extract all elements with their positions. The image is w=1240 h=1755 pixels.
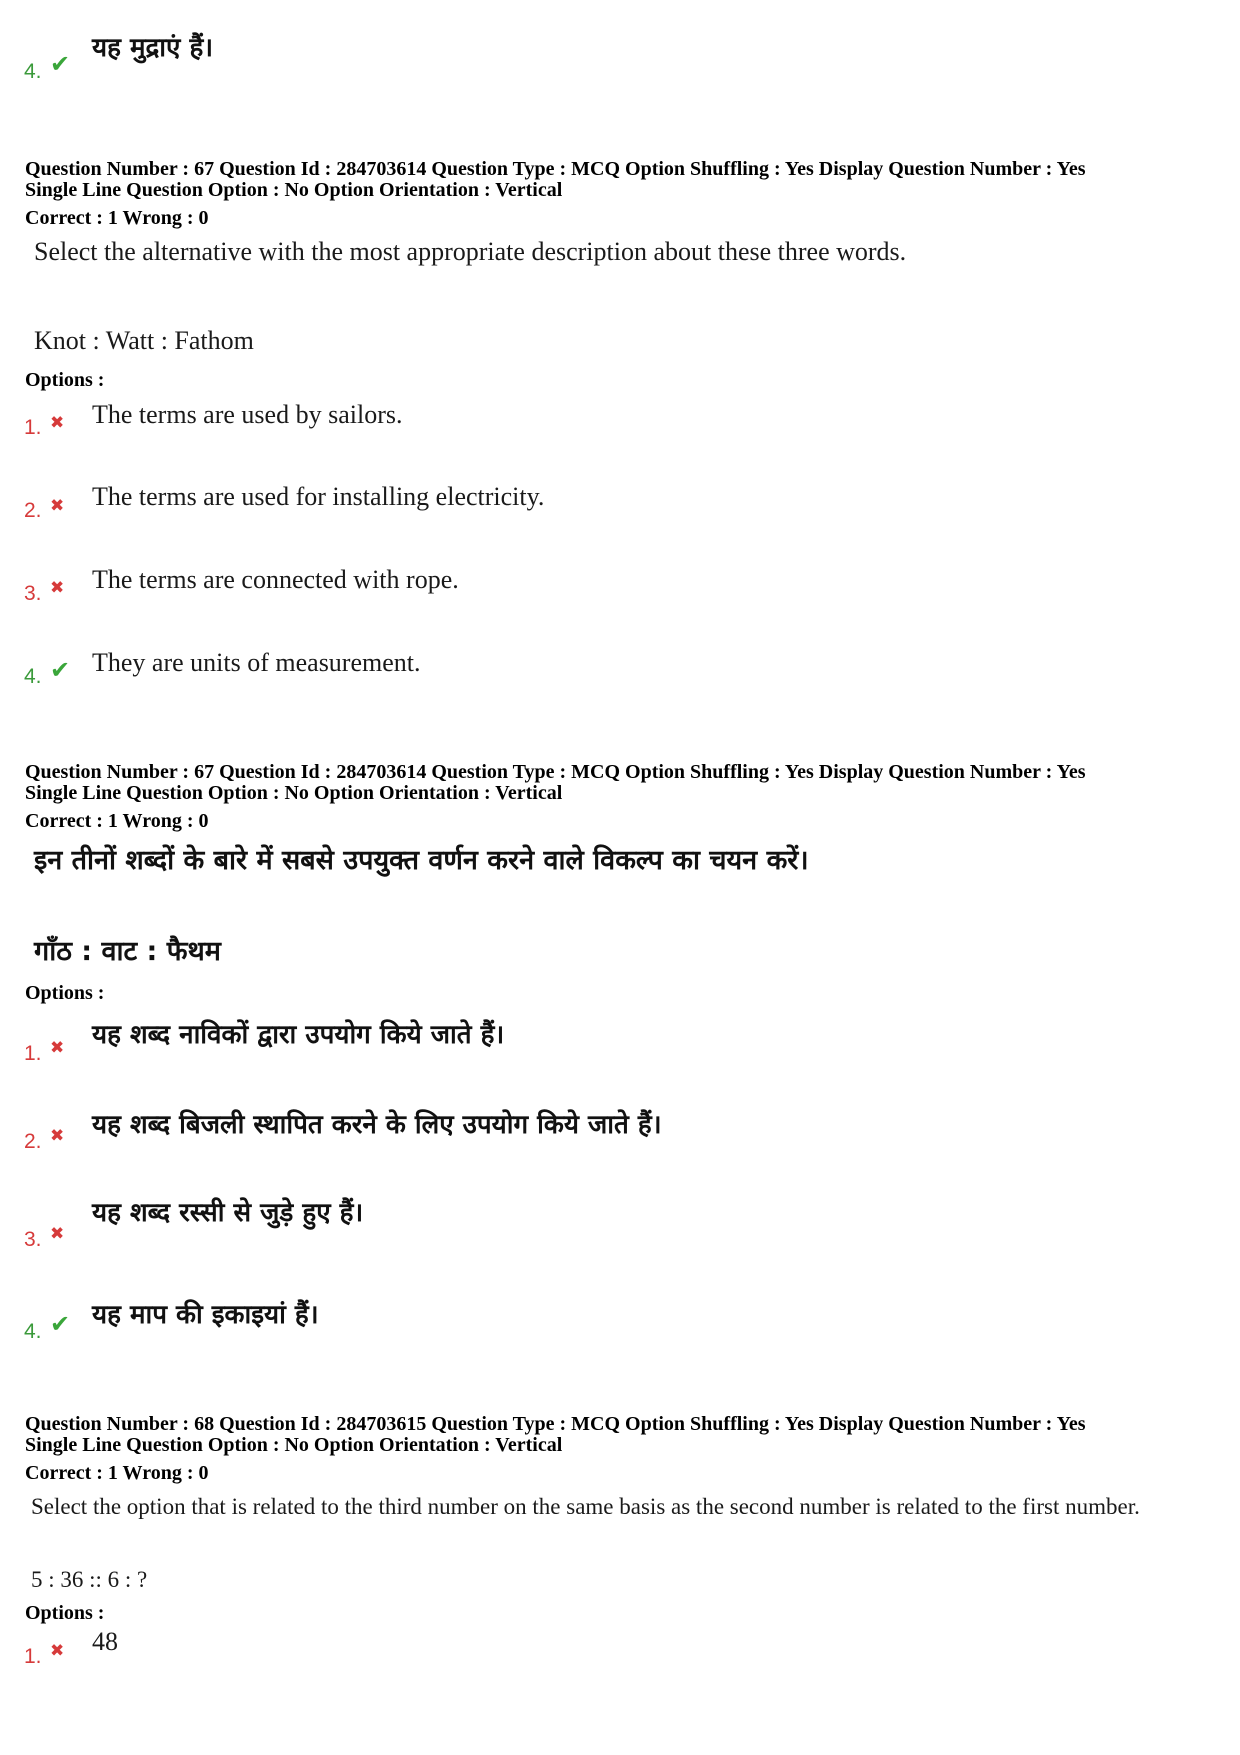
question-prompt: इन तीनों शब्दों के बारे में सबसे उपयुक्त वर्णन करने वाले विकल्प का चयन करें। <box>34 845 809 876</box>
question-score: Correct : 1 Wrong : 0 <box>25 207 209 229</box>
wrong-cross-icon: ✖ <box>50 1126 65 1146</box>
question-meta-line2: Single Line Question Option : No Option Orientation : Vertical <box>25 1434 563 1456</box>
correct-check-icon: ✔ <box>50 1310 71 1338</box>
question-score: Correct : 1 Wrong : 0 <box>25 810 209 832</box>
question-meta-line1: Question Number : 67 Question Id : 284703614 Question Type : MCQ Option Shuffling : Yes Display Question Number : Yes <box>25 761 1086 783</box>
option-number: 3. <box>24 582 42 605</box>
option-text: यह शब्द रस्सी से जुड़े हुए हैं। <box>92 1198 364 1228</box>
question-prompt: Select the alternative with the most appropriate description about these three words. <box>34 237 907 266</box>
question-subtext: Knot : Watt : Fathom <box>34 326 254 355</box>
options-label: Options : <box>25 982 105 1004</box>
option-text: The terms are used by sailors. <box>92 400 403 429</box>
option-number: 4. <box>24 1320 42 1343</box>
option-number: 1. <box>24 1645 42 1668</box>
option-text: 48 <box>92 1627 118 1656</box>
question-meta-line1: Question Number : 67 Question Id : 284703614 Question Type : MCQ Option Shuffling : Yes Display Question Number : Yes <box>25 158 1086 180</box>
options-label: Options : <box>25 1602 105 1624</box>
option-text: The terms are connected with rope. <box>92 565 459 594</box>
option-text: They are units of measurement. <box>92 648 421 677</box>
option-number: 1. <box>24 1042 42 1065</box>
option-number: 1. <box>24 416 42 439</box>
correct-check-icon: ✔ <box>50 50 71 78</box>
question-meta-line1: Question Number : 68 Question Id : 284703615 Question Type : MCQ Option Shuffling : Yes Display Question Number : Yes <box>25 1413 1086 1435</box>
wrong-cross-icon: ✖ <box>50 578 65 598</box>
option-text: यह माप की इकाइयां हैं। <box>92 1300 319 1330</box>
option-number: 3. <box>24 1228 42 1251</box>
wrong-cross-icon: ✖ <box>50 496 65 516</box>
correct-check-icon: ✔ <box>50 656 71 684</box>
wrong-cross-icon: ✖ <box>50 1038 65 1058</box>
wrong-cross-icon: ✖ <box>50 1641 65 1661</box>
option-number: 4. <box>24 60 42 83</box>
wrong-cross-icon: ✖ <box>50 413 65 433</box>
question-subtext: गाँठ : वाट : फैथम <box>34 936 221 967</box>
option-number: 4. <box>24 665 42 688</box>
question-meta-line2: Single Line Question Option : No Option Orientation : Vertical <box>25 782 563 804</box>
option-text: यह शब्द बिजली स्थापित करने के लिए उपयोग किये जाते हैं। <box>92 1110 662 1140</box>
wrong-cross-icon: ✖ <box>50 1224 65 1244</box>
question-subtext: 5 : 36 :: 6 : ? <box>31 1567 148 1592</box>
option-number: 2. <box>24 1130 42 1153</box>
option-text: यह मुद्राएं हैं। <box>92 33 214 63</box>
option-text: यह शब्द नाविकों द्वारा उपयोग किये जाते हैं। <box>92 1020 505 1050</box>
option-number: 2. <box>24 499 42 522</box>
question-meta-line2: Single Line Question Option : No Option Orientation : Vertical <box>25 179 563 201</box>
question-prompt: Select the option that is related to the third number on the same basis as the second number is related to the first number. <box>31 1494 1140 1519</box>
option-text: The terms are used for installing electricity. <box>92 482 545 511</box>
question-score: Correct : 1 Wrong : 0 <box>25 1462 209 1484</box>
options-label: Options : <box>25 369 105 391</box>
